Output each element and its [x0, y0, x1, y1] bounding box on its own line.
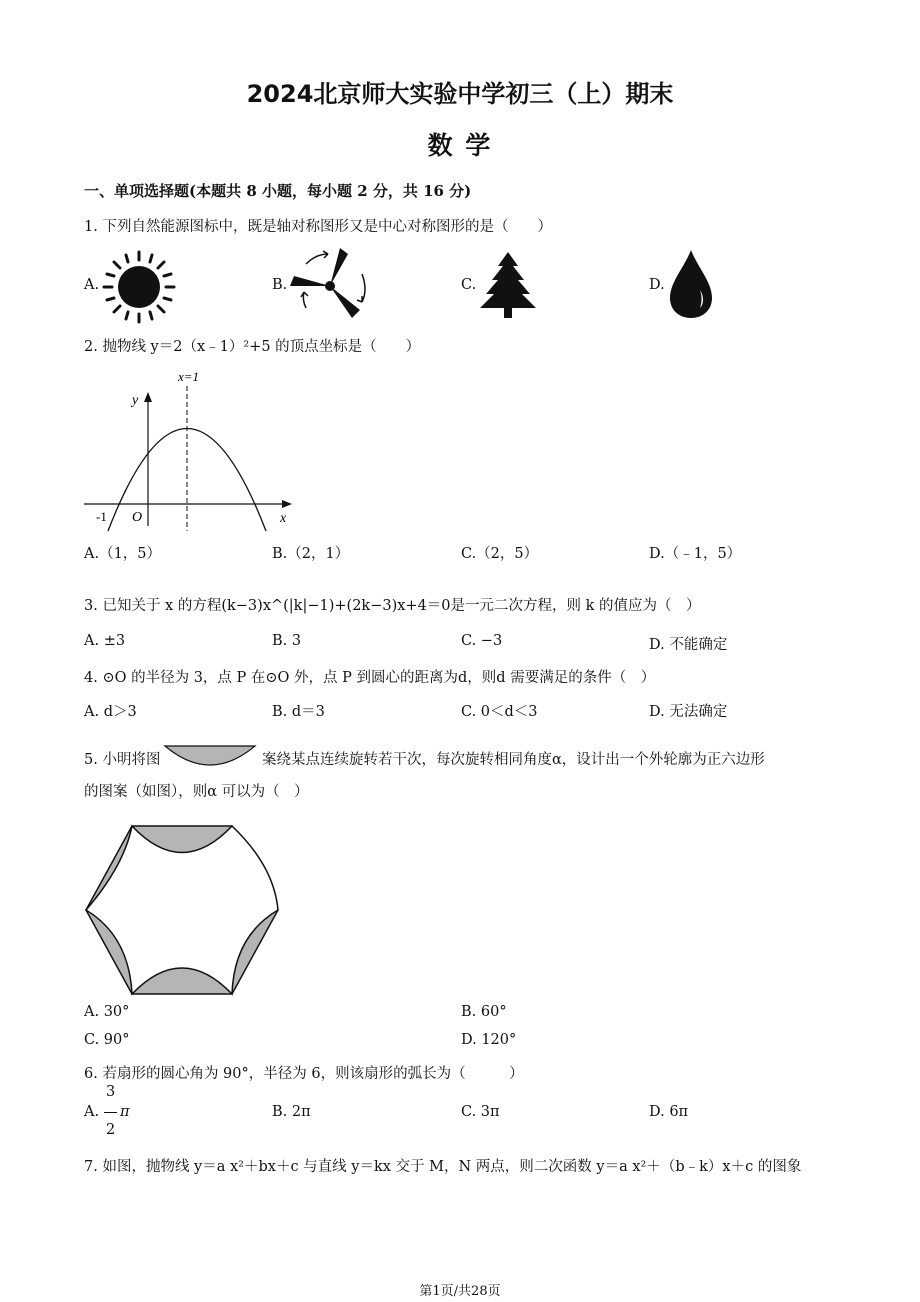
q1-option-d-label: D.	[649, 277, 665, 293]
segment-shape-inline	[164, 744, 256, 768]
q1-option-b-label: B.	[272, 277, 288, 293]
question-5-stem-part1: 5. 小明将图	[84, 752, 161, 768]
q6-option-a-pi: π	[120, 1104, 130, 1120]
q4-option-d: D. 无法确定	[649, 704, 728, 720]
q1-option-a-label: A.	[84, 277, 100, 293]
q3-option-b: B. 3	[272, 633, 302, 649]
question-4-stem: 4. ⊙O 的半径为 3，点 P 在⊙O 外，点 P 到圆心的距离为d，则d 需要满足的条件（ ）	[84, 670, 656, 686]
y-axis-arrow	[144, 392, 152, 402]
q6-option-b: B. 2π	[272, 1104, 311, 1120]
q6-option-d: D. 6π	[649, 1104, 689, 1120]
q4-option-c: C. 0＜d＜3	[461, 704, 538, 720]
q3-option-d: D. 不能确定	[649, 637, 728, 653]
question-3-stem: 3. 已知关于 x 的方程(k−3)x^(|k|−1)+(2k−3)x+4＝0是一元二次方程，则 k 的值应为（ ）	[84, 598, 701, 614]
question-7-stem: 7. 如图，抛物线 y＝a x²＋bx＋c 与直线 y＝kx 交于 M，N 两点，则二次函数 y＝a x²＋（b﹣k）x＋c 的图象	[84, 1159, 802, 1175]
question-6-stem: 6. 若扇形的圆心角为 90°，半径为 6，则该扇形的弧长为（ ）	[84, 1066, 524, 1082]
q6-option-a-label: A.	[84, 1104, 100, 1120]
hexagon-pattern	[84, 824, 280, 996]
question-5-stem-part2: 案绕某点连续旋转若干次，每次旋转相同角度α，设计出一个外轮廓为正六边形	[262, 752, 765, 768]
q2-option-a: A.（1，5）	[84, 546, 162, 562]
neg-one-label: -1	[96, 509, 107, 524]
subject-title: 数 学	[427, 131, 493, 160]
q4-option-a: A. d＞3	[84, 704, 137, 720]
q2-option-c: C.（2，5）	[461, 546, 539, 562]
tree-icon	[478, 252, 538, 318]
q6-option-a-numerator: 3	[106, 1084, 116, 1100]
x-axis-arrow	[282, 500, 292, 508]
q3-option-c: C. −3	[461, 633, 503, 649]
question-2-stem: 2. 抛物线 y＝2（x﹣1）²+5 的顶点坐标是（ ）	[84, 339, 421, 355]
q6-fraction-bar	[104, 1112, 117, 1113]
x-axis-label: x	[280, 511, 287, 526]
parabola-graph	[84, 366, 299, 531]
q6-option-c: C. 3π	[461, 1104, 500, 1120]
origin-label: O	[132, 510, 143, 525]
water-drop-icon	[666, 248, 716, 320]
sun-icon	[100, 248, 178, 326]
q2-option-d: D.（﹣1，5）	[649, 546, 742, 562]
y-axis-label: y	[132, 393, 139, 408]
q5-option-a: A. 30°	[84, 1004, 130, 1020]
axis-line-label: x=1	[178, 369, 200, 384]
q1-option-c-label: C.	[461, 277, 477, 293]
q6-option-a-denominator: 2	[106, 1122, 116, 1138]
q2-option-b: B.（2，1）	[272, 546, 350, 562]
question-1-stem: 1. 下列自然能源图标中，既是轴对称图形又是中心对称图形的是（ ）	[84, 219, 552, 235]
question-5-stem-line2: 的图案（如图），则α 可以为（ ）	[84, 784, 309, 800]
windmill-icon	[288, 244, 372, 328]
q4-option-b: B. d＝3	[272, 704, 325, 720]
q5-option-c: C. 90°	[84, 1032, 130, 1048]
section-heading: 一、单项选择题(本题共 8 小题，每小题 2 分，共 16 分)	[84, 182, 472, 200]
q5-option-d: D. 120°	[461, 1032, 517, 1048]
q5-option-b: B. 60°	[461, 1004, 507, 1020]
q3-option-a: A. ±3	[84, 633, 126, 649]
page-number: 第1页/共28页	[419, 1284, 501, 1299]
page-title: 2024北京师大实验中学初三（上）期末	[246, 80, 674, 108]
